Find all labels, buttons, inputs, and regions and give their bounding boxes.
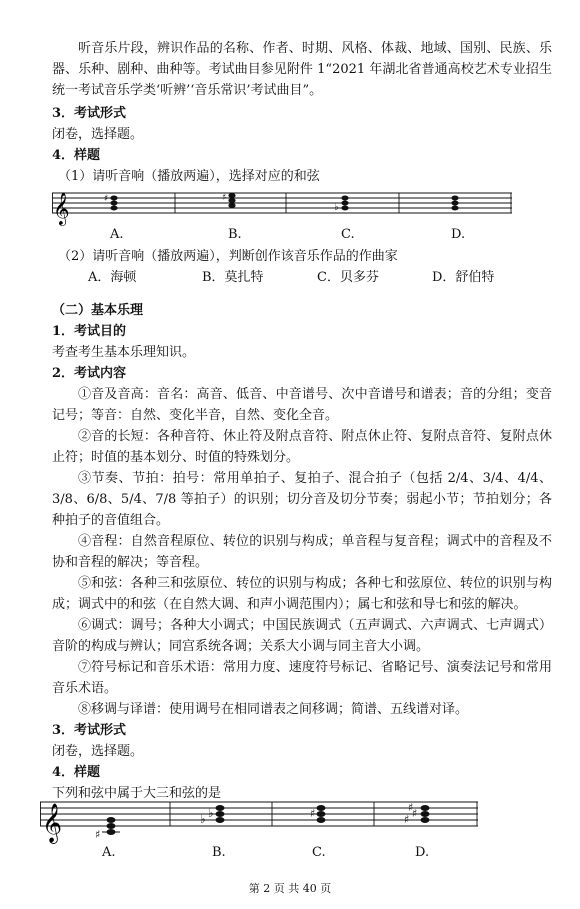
s2-purpose-text: 考查考生基本乐理知识。 xyxy=(52,345,196,360)
treble-clef-icon: 𝄞 xyxy=(53,192,70,225)
s1-q2-options xyxy=(52,268,522,288)
content-item-7: ⑦符号标记和音乐术语：常用力度、速度符号标记、省略记号、演奏法记号和常用音乐术语。 xyxy=(52,660,552,696)
content-item-3: ③节奏、节拍：拍号：常用单拍子、复拍子、混合拍子（包括 2/4、3/4、4/4、3/8、6/8、5/4、7/8 等拍子）的识别；切分音及切分节奏；弱起小节；节拍划分；各种拍子的音值组合。 xyxy=(52,471,552,528)
svg-text:♯: ♯ xyxy=(408,801,414,814)
s2-sample-heading: 4．样题 xyxy=(52,765,101,780)
chord-d-icon xyxy=(404,801,430,826)
svg-text:♯: ♯ xyxy=(104,194,109,204)
content-item-8: ⑧移调与译谱：使用调号在相同谱表之间移调；简谱、五线谱对译。 xyxy=(78,702,469,717)
content-item-6: ⑥调式：调号；各种大小调式；中国民族调式（五声调式、六声调式、七声调式）音阶的构成与辨认；同宫系统各调；关系大小调与同主音大小调。 xyxy=(52,618,552,654)
content-item-2: ②音的长短：各种音符、休止符及附点音符、附点休止符、复附点音符、复附点休止符；时值的基本划分、时值的特殊划分。 xyxy=(52,429,552,465)
s1-form-heading: 3．考试形式 xyxy=(52,106,127,121)
option-c: C. xyxy=(341,227,355,242)
chord-a-icon xyxy=(95,817,116,841)
option-c: C．贝多芬 xyxy=(317,270,379,285)
option-a: A. xyxy=(110,227,124,242)
svg-text:♯: ♯ xyxy=(404,813,410,826)
s2-form-text: 闭卷，选择题。 xyxy=(52,744,144,759)
svg-text:♭: ♭ xyxy=(200,812,206,826)
svg-text:♯: ♯ xyxy=(310,807,316,820)
s1-q1-options xyxy=(52,225,514,245)
s1-form-text: 闭卷，选择题。 xyxy=(52,127,144,142)
s2-purpose-heading: 1．考试目的 xyxy=(52,324,127,339)
option-a: A．海顿 xyxy=(88,270,137,285)
s2-form-heading: 3．考试形式 xyxy=(52,723,127,738)
option-b: B. xyxy=(228,227,242,242)
chord-d-icon xyxy=(451,196,458,211)
option-c: C. xyxy=(312,845,326,860)
option-d: D. xyxy=(415,845,430,860)
s2-title: （二）基本乐理 xyxy=(52,303,144,318)
svg-text:♭: ♭ xyxy=(208,806,214,820)
intro-paragraph: 听音乐片段，辨识作品的名称、作者、时期、风格、体裁、地域、国别、民族、乐器、乐种、剧种、曲种等。考试曲目参见附件 1“2021 年湖北省普通高校艺术专业招生统一考试音乐学类‘听辨’‘音乐常识’考试曲目”。 xyxy=(52,41,552,98)
music-staff-2 xyxy=(40,798,480,846)
svg-text:♯: ♯ xyxy=(95,828,101,841)
option-a: A. xyxy=(102,845,116,860)
option-b: B．莫扎特 xyxy=(202,270,264,285)
option-b: B. xyxy=(212,845,226,860)
svg-text:♭: ♭ xyxy=(334,202,339,213)
page-footer: 第 2 页 共 40 页 xyxy=(248,882,332,895)
s1-question-2: （2）请听音响（播放两遍），判断创作该音乐作品的作曲家 xyxy=(58,249,398,264)
s2-content-heading: 2．考试内容 xyxy=(52,366,127,381)
svg-text:♯: ♯ xyxy=(222,193,227,203)
treble-clef-icon: 𝄞 xyxy=(42,803,63,843)
content-item-1: ①音及音高：音名：高音、低音、中音谱号、次中音谱号和谱表；音的分组；变音记号；等音：自然、变化半音，自然、变化全音。 xyxy=(52,387,552,423)
content-item-5: ⑤和弦：各种三和弦原位、转位的识别与构成；各种七和弦原位、转位的识别与构成；调式中的和弦（在自然大调、和声小调范围内）；属七和弦和导七和弦的解决。 xyxy=(52,576,552,612)
s2-question: 下列和弦中属于大三和弦的是 xyxy=(52,786,222,801)
option-d: D. xyxy=(451,227,466,242)
s2-q-options xyxy=(40,843,480,863)
option-d: D．舒伯特 xyxy=(432,270,495,285)
svg-text:♯: ♯ xyxy=(412,807,418,820)
chord-b-icon xyxy=(222,193,236,208)
s1-question-1: （1）请听音响（播放两遍），选择对应的和弦 xyxy=(58,169,320,184)
content-item-4: ④音程：自然音程原位、转位的识别与构成；单音程与复音程；调式中的音程及不协和音程的解决；等音程。 xyxy=(52,534,552,570)
s1-sample-heading: 4．样题 xyxy=(52,148,101,163)
